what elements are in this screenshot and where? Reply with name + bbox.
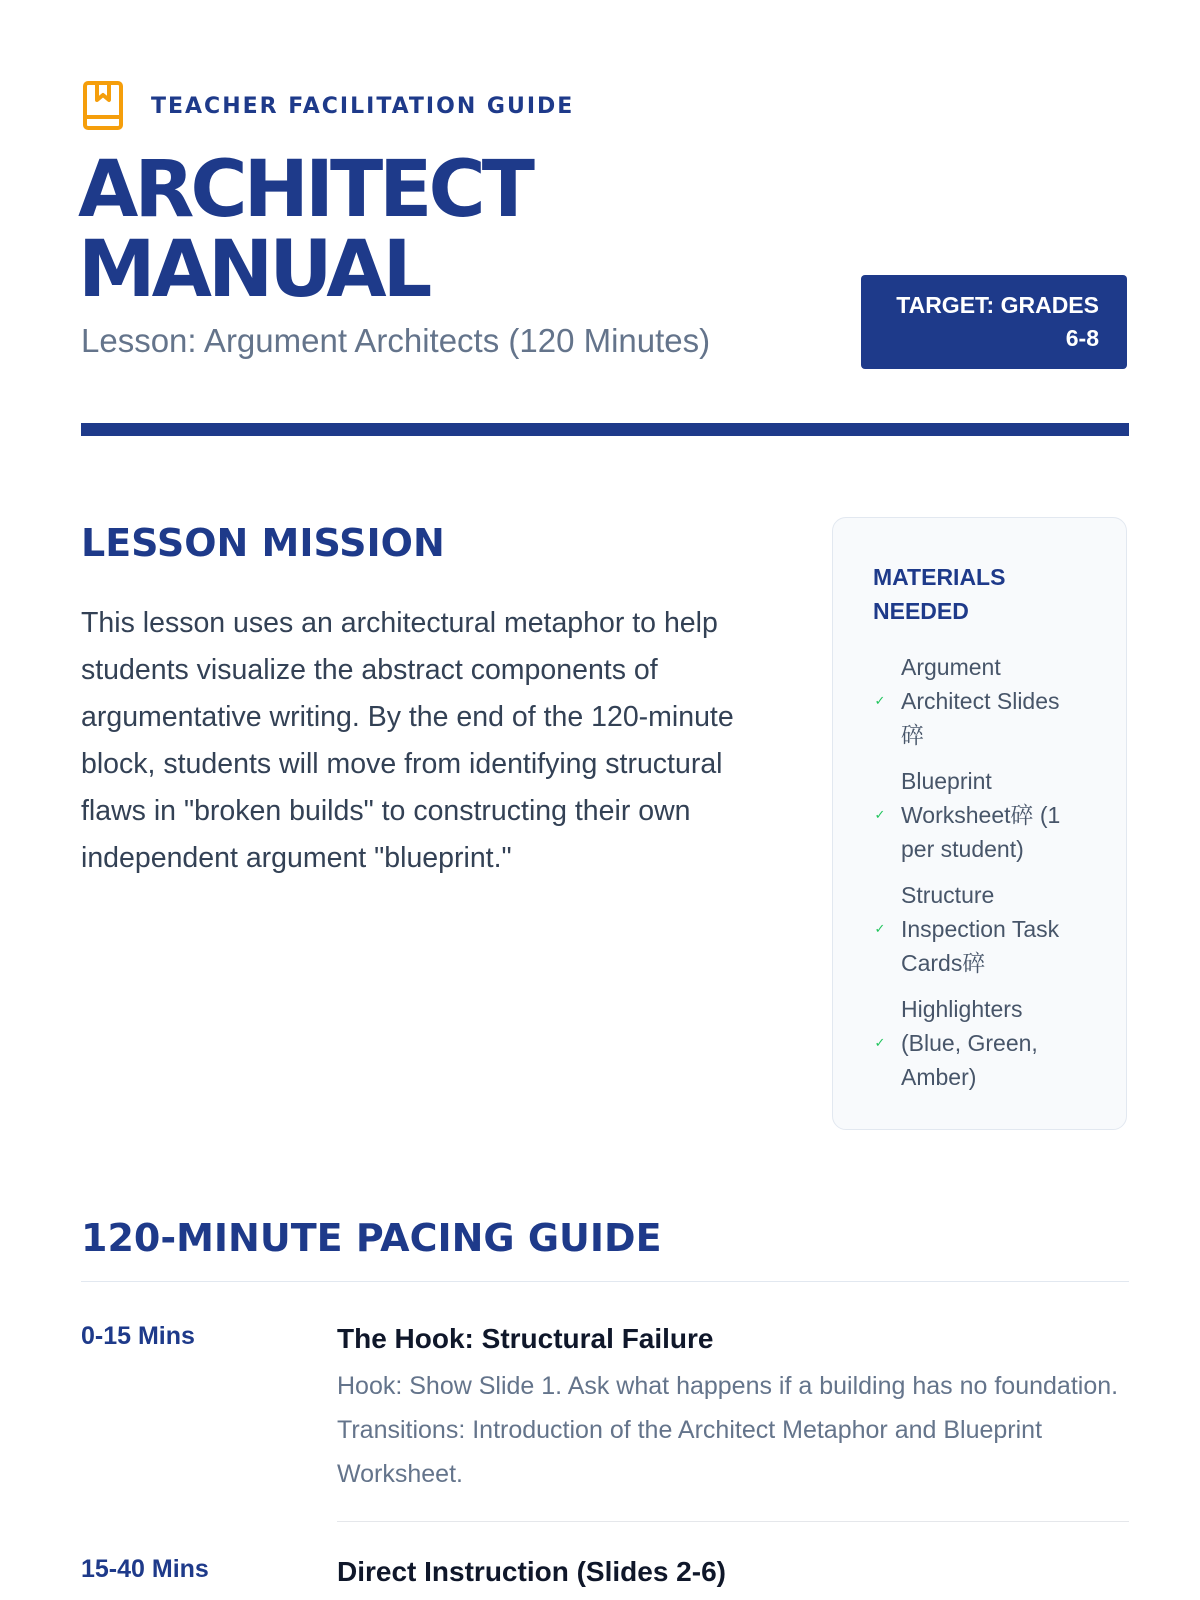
target-grades-badge bbox=[861, 275, 1127, 369]
lesson-subtitle: Lesson: Argument Architects (120 Minutes) bbox=[81, 322, 711, 359]
target-badge-line-2: 6-8 bbox=[1065, 325, 1099, 351]
materials-list bbox=[873, 650, 1086, 1094]
pacing-description: Hook: Show Slide 1. Ask what happens if a building has no foundation. Transitions: Introduction of the Architect Metaphor and Blueprint Worksheet. bbox=[337, 1372, 1119, 1488]
check-icon: ✓ bbox=[874, 693, 886, 708]
pacing-heading: 120-MINUTE PACING GUIDE bbox=[81, 1216, 662, 1260]
pacing-content bbox=[337, 1322, 1129, 1496]
pacing-title: The Hook: Structural Failure bbox=[337, 1323, 714, 1354]
list-item bbox=[873, 878, 1086, 980]
list-item bbox=[873, 992, 1086, 1094]
target-badge-line-1: TARGET: GRADES bbox=[896, 292, 1099, 318]
eyebrow-label: TEACHER FACILITATION GUIDE bbox=[151, 93, 575, 119]
guide-eyebrow bbox=[81, 80, 574, 132]
book-icon bbox=[81, 80, 125, 132]
check-icon: ✓ bbox=[874, 807, 886, 822]
title-line-1: ARCHITECT bbox=[78, 145, 531, 235]
mission-heading: LESSON MISSION bbox=[81, 521, 445, 565]
page-title bbox=[78, 145, 531, 315]
mission-body: This lesson uses an architectural metaphor to help students visualize the abstract components of argumentative writing. By the end of the 120-minute block, students will move from identifying structural flaws in "broken builds" to constructing their own independent argument "blueprint." bbox=[81, 607, 734, 874]
pacing-row-divider bbox=[337, 1521, 1129, 1522]
pacing-time: 15-40 Mins bbox=[81, 1555, 209, 1583]
header-divider bbox=[81, 423, 1129, 436]
pacing-divider bbox=[81, 1281, 1129, 1282]
facilitation-guide-page bbox=[78, 0, 1129, 1600]
pacing-title: Direct Instruction (Slides 2-6) bbox=[337, 1556, 726, 1587]
materials-title: MATERIALS NEEDED bbox=[873, 564, 1006, 624]
check-icon: ✓ bbox=[874, 921, 886, 936]
check-icon: ✓ bbox=[874, 1035, 886, 1050]
title-line-2: MANUAL bbox=[78, 225, 429, 315]
material-label: Blueprint Worksheet碎 (1 per student) bbox=[901, 768, 1061, 862]
material-label: Highlighters (Blue, Green, Amber) bbox=[901, 996, 1038, 1090]
material-label: Argument Architect Slides 碎 bbox=[901, 654, 1060, 748]
pacing-content bbox=[337, 1555, 1129, 1589]
list-item bbox=[873, 764, 1086, 866]
materials-card bbox=[832, 517, 1127, 1130]
list-item bbox=[873, 650, 1086, 752]
pacing-time: 0-15 Mins bbox=[81, 1322, 195, 1350]
material-label: Structure Inspection Task Cards碎 bbox=[901, 882, 1060, 976]
